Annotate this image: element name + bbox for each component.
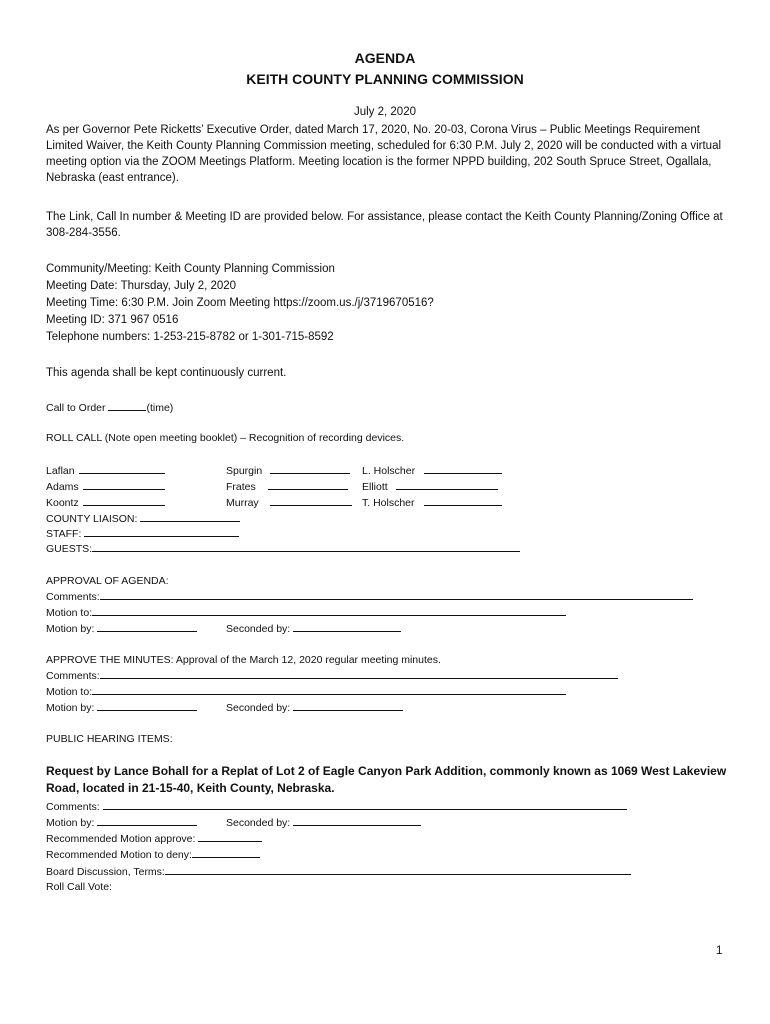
motion-to-label: Motion to: bbox=[46, 607, 93, 619]
request-title-line1: Request by Lance Bohall for a Replat of Lot 2 of Eagle Canyon Park Addition, commonly known as 1069 West Lakeview bbox=[46, 764, 727, 778]
agenda-note: This agenda shall be kept continuously current. bbox=[46, 367, 287, 379]
call-to-order bbox=[46, 399, 173, 417]
approval-agenda-heading: APPROVAL OF AGENDA: bbox=[46, 575, 169, 587]
motion-to-blank[interactable] bbox=[92, 604, 566, 616]
member-blank[interactable] bbox=[424, 462, 502, 474]
board-discussion-blank[interactable] bbox=[165, 863, 631, 875]
seconded-by-blank[interactable] bbox=[293, 699, 403, 711]
member-name: Koontz bbox=[46, 497, 79, 509]
public-hearing-heading: PUBLIC HEARING ITEMS: bbox=[46, 733, 173, 745]
approve-minutes-heading: APPROVE THE MINUTES: Approval of the March 12, 2020 regular meeting minutes. bbox=[46, 654, 441, 666]
meeting-date: Meeting Date: Thursday, July 2, 2020 bbox=[46, 280, 237, 292]
roll-call-vote: Roll Call Vote: bbox=[46, 881, 112, 893]
seconded-by-label: Seconded by: bbox=[226, 817, 291, 829]
member-blank[interactable] bbox=[270, 494, 352, 506]
agenda-title: AGENDA bbox=[354, 50, 416, 66]
seconded-by-blank[interactable] bbox=[293, 620, 401, 632]
seconded-by-label: Seconded by: bbox=[226, 623, 291, 635]
member-blank[interactable] bbox=[83, 494, 165, 506]
guests-blank[interactable] bbox=[92, 540, 520, 552]
motion-by-label: Motion by: bbox=[46, 702, 95, 714]
motion-to-blank[interactable] bbox=[92, 683, 566, 695]
member-blank[interactable] bbox=[424, 494, 502, 506]
roll-call-col2-row3 bbox=[226, 494, 352, 512]
approval-agenda-motion-by bbox=[46, 620, 197, 638]
motion-by-blank[interactable] bbox=[97, 620, 197, 632]
call-to-order-suffix: (time) bbox=[146, 402, 174, 414]
guests bbox=[46, 540, 520, 558]
board-discussion-label: Board Discussion, Terms: bbox=[46, 866, 165, 878]
recommended-approve-blank[interactable] bbox=[198, 830, 262, 842]
member-name: Spurgin bbox=[226, 465, 263, 477]
commission-title: KEITH COUNTY PLANNING COMMISSION bbox=[246, 71, 524, 87]
county-liaison-blank[interactable] bbox=[140, 510, 240, 522]
motion-by-blank[interactable] bbox=[97, 699, 197, 711]
comments-label: Comments: bbox=[46, 591, 100, 603]
meeting-id: Meeting ID: 371 967 0516 bbox=[46, 314, 179, 326]
assistance-paragraph: The Link, Call In number & Meeting ID are provided below. For assistance, please contact the Keith County Planning/Zoning Office at 308-284-3556. bbox=[46, 211, 723, 239]
approve-minutes-seconded bbox=[226, 699, 403, 717]
roll-call-heading: ROLL CALL (Note open meeting booklet) – Recognition of recording devices. bbox=[46, 432, 405, 444]
comments-blank[interactable] bbox=[100, 588, 693, 600]
approve-minutes-motion-by bbox=[46, 699, 197, 717]
roll-call-col3-row3 bbox=[362, 494, 502, 512]
request-title-line2: Road, located in 21-15-40, Keith County, Nebraska. bbox=[46, 781, 335, 795]
agenda-date: July 2, 2020 bbox=[353, 106, 416, 118]
member-name: Laflan bbox=[46, 465, 75, 477]
telephone-numbers: Telephone numbers: 1-253-215-8782 or 1-301-715-8592 bbox=[46, 331, 334, 343]
motion-by-label: Motion by: bbox=[46, 623, 95, 635]
member-name: Frates bbox=[226, 481, 256, 493]
guests-label: GUESTS: bbox=[46, 543, 93, 555]
meeting-time: Meeting Time: 6:30 P.M. Join Zoom Meeting https://zoom.us./j/3719670516? bbox=[46, 297, 434, 309]
staff-label: STAFF: bbox=[46, 528, 82, 540]
page-number: 1 bbox=[716, 945, 723, 957]
member-blank[interactable] bbox=[83, 478, 165, 490]
motion-by-blank[interactable] bbox=[97, 814, 197, 826]
recommended-deny bbox=[46, 846, 260, 864]
county-liaison-label: COUNTY LIAISON: bbox=[46, 513, 138, 525]
board-discussion bbox=[46, 863, 631, 881]
member-blank[interactable] bbox=[396, 478, 498, 490]
seconded-by-label: Seconded by: bbox=[226, 702, 291, 714]
comments-label: Comments: bbox=[46, 801, 100, 813]
approval-agenda-seconded bbox=[226, 620, 401, 638]
member-name: T. Holscher bbox=[362, 497, 415, 509]
member-name: Adams bbox=[46, 481, 79, 493]
member-blank[interactable] bbox=[268, 478, 348, 490]
motion-by-label: Motion by: bbox=[46, 817, 95, 829]
seconded-by-blank[interactable] bbox=[293, 814, 421, 826]
member-blank[interactable] bbox=[79, 462, 165, 474]
member-name: L. Holscher bbox=[362, 465, 416, 477]
meeting-community: Community/Meeting: Keith County Planning Commission bbox=[46, 263, 335, 275]
motion-to-label: Motion to: bbox=[46, 686, 93, 698]
comments-blank[interactable] bbox=[100, 667, 618, 679]
recommended-approve-label: Recommended Motion approve: bbox=[46, 833, 196, 845]
member-name: Murray bbox=[226, 497, 259, 509]
call-to-order-label: Call to Order bbox=[46, 402, 106, 414]
member-blank[interactable] bbox=[270, 462, 350, 474]
member-name: Elliott bbox=[362, 481, 388, 493]
comments-label: Comments: bbox=[46, 670, 100, 682]
staff-blank[interactable] bbox=[84, 525, 239, 537]
call-to-order-blank[interactable] bbox=[108, 399, 146, 411]
recommended-deny-label: Recommended Motion to deny: bbox=[46, 849, 192, 861]
recommended-deny-blank[interactable] bbox=[192, 846, 260, 858]
intro-paragraph: As per Governor Pete Ricketts’ Executive Order, dated March 17, 2020, No. 20-03, Corona Virus – Public Meetings Requirement Limited Waiver, the Keith County Planning Commission meeting, scheduled for 6:30 P.M. July 2, 2020 will be conducted with a virtual meeting option via the ZOOM Meetings Platform. Meeting location is the former NPPD building, 202 South Spruce Street, Ogallala, Nebraska (east entrance). bbox=[46, 124, 722, 184]
comments-blank[interactable] bbox=[103, 798, 627, 810]
